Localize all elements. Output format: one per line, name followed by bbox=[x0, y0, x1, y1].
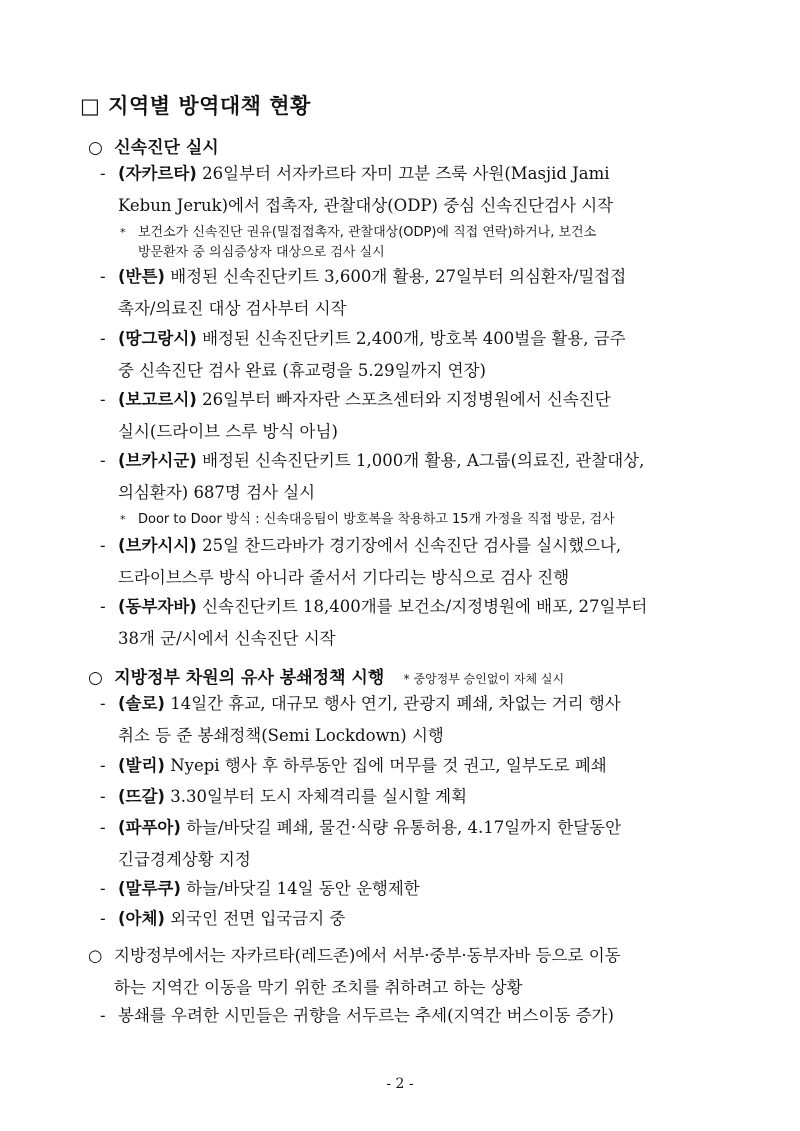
item-text-cont: 취소 등 준 봉쇄정책(Semi Lockdown) 시행 bbox=[118, 726, 444, 745]
page-heading: □ 지역별 방역대책 현황 bbox=[80, 94, 311, 118]
item-label: (반튼) bbox=[118, 267, 165, 286]
section-text-cont: 하는 지역간 이동을 막기 위한 조치를 취하려고 하는 상황 bbox=[114, 978, 523, 997]
item-text-cont: 실시(드라이브 스루 방식 아님) bbox=[118, 422, 338, 441]
note-text: Door to Door 방식 : 신속대응팀이 방호복을 착용하고 15개 가정을 직접 방문, 검사 bbox=[138, 512, 615, 527]
note-star: * bbox=[120, 226, 126, 239]
item-text: Nyepi 행사 후 하루동안 집에 머무를 것 권고, 일부도로 폐쇄 bbox=[164, 756, 607, 775]
item-text-cont: 긴급경계상황 지정 bbox=[118, 850, 251, 869]
item-text: 외국인 전면 입국금지 중 bbox=[164, 909, 346, 928]
item-text: 14일간 휴교, 대규모 행사 연기, 관광지 폐쇄, 차없는 거리 행사 bbox=[164, 694, 621, 713]
item-text-cont: 중 신속진단 검사 완료 (휴교령을 5.29일까지 연장) bbox=[118, 361, 486, 380]
dash: - bbox=[100, 694, 106, 713]
item-text: 26일부터 빠자자란 스포츠센터와 지정병원에서 신속진단 bbox=[196, 390, 611, 409]
list-item-homecoming bbox=[100, 1000, 728, 1032]
dash: - bbox=[100, 451, 106, 470]
item-text: 하늘/바닷길 폐쇄, 물건·식량 유통허용, 4.17일까지 한달동안 bbox=[180, 818, 622, 837]
dash: - bbox=[100, 536, 106, 555]
dash: - bbox=[100, 390, 106, 409]
item-label: (땅그랑시) bbox=[118, 329, 197, 348]
item-label: (발리) bbox=[118, 756, 165, 775]
item-text: 26일부터 서자카르타 자미 끄분 즈룩 사원(Masjid Jami bbox=[196, 164, 610, 183]
item-text: 배정된 신속진단키트 3,600개 활용, 27일부터 의심환자/밀접접 bbox=[164, 267, 627, 286]
item-label: (뜨갈) bbox=[118, 787, 165, 806]
note-star: * bbox=[120, 513, 126, 526]
item-label: (보고르시) bbox=[118, 390, 197, 409]
section-note: * 중앙정부 승인없이 자체 실시 bbox=[403, 672, 565, 686]
section-interregional bbox=[88, 940, 728, 1004]
item-text: 3.30일부터 도시 자체격리를 실시할 계획 bbox=[164, 787, 468, 806]
dash: - bbox=[100, 1006, 106, 1025]
dash: - bbox=[100, 787, 106, 806]
list-item-bekasi-city bbox=[100, 530, 728, 594]
item-text: 배정된 신속진단키트 2,400개, 방호복 400벌을 활용, 금주 bbox=[196, 329, 626, 348]
list-item-bekasi-regency bbox=[100, 445, 728, 509]
item-text-cont: 의심환자) 687명 검사 실시 bbox=[118, 483, 316, 502]
item-label: (솔로) bbox=[118, 694, 165, 713]
list-item-aceh bbox=[100, 903, 728, 935]
list-item-jakarta bbox=[100, 158, 728, 222]
item-text-cont: 드라이브스루 방식 아니라 줄서서 기다리는 방식으로 검사 진행 bbox=[118, 568, 570, 587]
item-label: (브카시군) bbox=[118, 451, 197, 470]
page-number: - 2 - bbox=[386, 1076, 414, 1092]
item-label: (아체) bbox=[118, 909, 165, 928]
dash: - bbox=[100, 756, 106, 775]
item-text-cont: Kebun Jeruk)에서 접촉자, 관찰대상(ODP) 중심 신속진단검사 시작 bbox=[118, 196, 614, 215]
note-bekasi-regency bbox=[120, 510, 730, 530]
item-text-cont: 38개 군/시에서 신속진단 시작 bbox=[118, 629, 336, 648]
dash: - bbox=[100, 329, 106, 348]
list-item-bogor bbox=[100, 384, 728, 448]
section-marker: ○ bbox=[88, 668, 103, 688]
item-text: 신속진단키트 18,400개를 보건소/지정병원에 배포, 27일부터 bbox=[196, 597, 648, 616]
item-label: (브카시시) bbox=[118, 536, 197, 555]
note-text-cont: 방문환자 중 의심증상자 대상으로 검사 실시 bbox=[138, 245, 385, 260]
list-item-maluku bbox=[100, 873, 728, 905]
section-rapid-test bbox=[88, 133, 219, 158]
item-text: 하늘/바닷길 14일 동안 운행제한 bbox=[180, 879, 420, 898]
section-marker: ○ bbox=[88, 946, 103, 965]
dash: - bbox=[100, 909, 106, 928]
list-item-tegal bbox=[100, 781, 728, 813]
item-text: 봉쇄를 우려한 시민들은 귀향을 서두르는 추세(지역간 버스이동 증가) bbox=[118, 1006, 614, 1025]
item-label: (파푸아) bbox=[118, 818, 181, 837]
list-item-east-java bbox=[100, 591, 728, 655]
item-text-cont: 촉자/의료진 대상 검사부터 시작 bbox=[118, 299, 347, 318]
list-item-solo bbox=[100, 688, 728, 752]
dash: - bbox=[100, 597, 106, 616]
list-item-banten bbox=[100, 261, 728, 325]
dash: - bbox=[100, 818, 106, 837]
note-jakarta bbox=[120, 223, 730, 263]
item-label: (자카르타) bbox=[118, 164, 197, 183]
dash: - bbox=[100, 267, 106, 286]
section-text: 지방정부에서는 자카르타(레드존)에서 서부·중부·동부자바 등으로 이동 bbox=[114, 946, 621, 965]
dash: - bbox=[100, 164, 106, 183]
list-item-papua bbox=[100, 812, 728, 876]
section-title: 지방정부 차원의 유사 봉쇄정책 시행 bbox=[114, 668, 385, 688]
item-label: (동부자바) bbox=[118, 597, 197, 616]
list-item-bali bbox=[100, 750, 728, 782]
section-title: 신속진단 실시 bbox=[114, 138, 219, 158]
item-text: 25일 찬드라바가 경기장에서 신속진단 검사를 실시했으나, bbox=[196, 536, 622, 555]
section-local-lockdown bbox=[88, 663, 564, 688]
dash: - bbox=[100, 879, 106, 898]
section-marker: ○ bbox=[88, 138, 103, 158]
item-label: (말루쿠) bbox=[118, 879, 181, 898]
item-text: 배정된 신속진단키트 1,000개 활용, A그룹(의료진, 관찰대상, bbox=[196, 451, 645, 470]
note-text: 보건소가 신속진단 권유(밀접접촉자, 관찰대상(ODP)에 직접 연락)하거나, 보건소 bbox=[138, 225, 597, 240]
list-item-tangerang bbox=[100, 323, 728, 387]
